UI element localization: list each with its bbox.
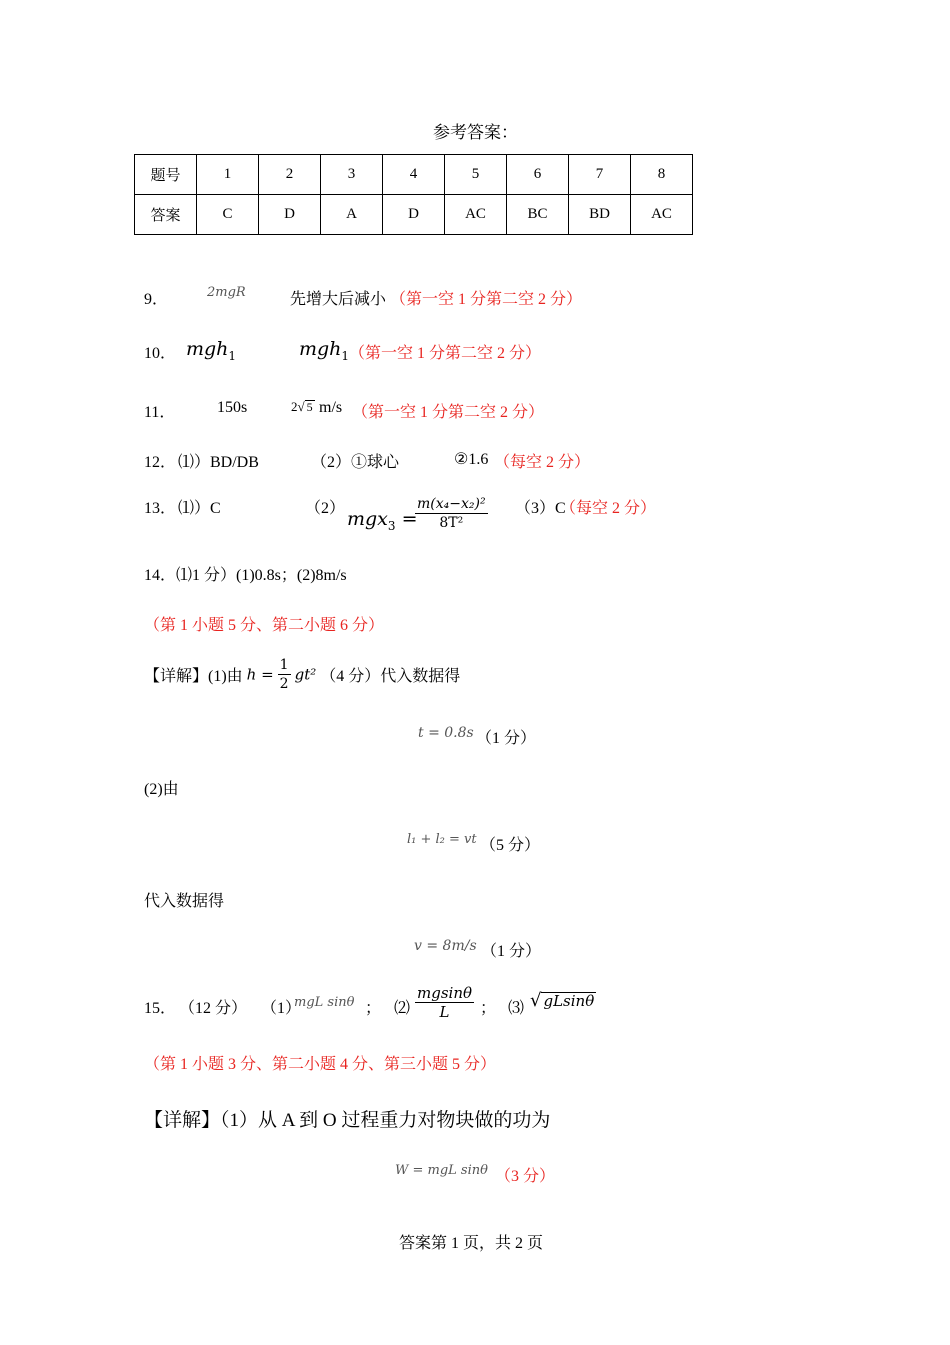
question-header: 14．⑴1 分）(1)0.8s；(2)8m/s	[144, 567, 347, 584]
table-cell: AC	[631, 195, 693, 235]
detail-line: 【详解】(1)由 h = $\frac{1}{2}$ gt² （4 分）代入数据得	[144, 657, 461, 692]
table-cell: 2	[259, 155, 321, 195]
formula: mgh$_1$	[299, 338, 350, 363]
formula: √ gLsinθ	[530, 990, 595, 1011]
detail-line: 代入数据得	[144, 893, 225, 910]
answer-text: ⑴）C	[178, 500, 221, 517]
table-cell: 4	[383, 155, 445, 195]
answer-text: （2）	[305, 500, 346, 517]
score-inline: （1 分）	[476, 730, 537, 747]
separator: ；	[480, 1000, 497, 1017]
table-cell: D	[383, 195, 445, 235]
equation: l₁ + l₂ = vt	[407, 832, 477, 847]
table-cell: BD	[569, 195, 631, 235]
separator: ；	[365, 1000, 382, 1017]
answer-table	[134, 154, 693, 235]
table-cell: D	[259, 195, 321, 235]
detail-line: 【详解】（1）从 A 到 O 过程重力对物块做的功为	[144, 1110, 551, 1131]
answer-text: （2）①球心	[311, 454, 400, 471]
answer-text: ⑵	[394, 1000, 411, 1017]
answer-text: 先增大后减小	[290, 291, 387, 308]
equation: v = 8m/s	[414, 938, 477, 954]
question-number: 11．	[144, 404, 176, 421]
table-cell: 1	[197, 155, 259, 195]
question-number: 9．	[144, 291, 169, 308]
answer-text: （1）	[261, 1000, 302, 1017]
table-cell: 7	[569, 155, 631, 195]
formula-fraction: $\frac{\text{m(x₄−x₂)²}}{\text{8T²}}$	[417, 496, 486, 531]
page-title: 参考答案：	[433, 123, 518, 142]
score-inline: （3 分）	[495, 1168, 556, 1185]
question-number: 10．	[144, 345, 177, 362]
table-row	[135, 195, 693, 235]
table-row	[135, 155, 693, 195]
answer-text: （3）C	[515, 500, 566, 517]
score-note: （第 1 小题 3 分、第二小题 4 分、第三小题 5 分）	[144, 1056, 497, 1073]
answer-text: ⑴）BD/DB	[178, 454, 259, 471]
score-inline: （5 分）	[480, 837, 541, 854]
points: （12 分）	[179, 1000, 248, 1017]
equation: t = 0.8s	[418, 725, 474, 741]
formula-fraction: $\frac{mgsin\theta}{L}$	[417, 984, 473, 1021]
unit: m/s	[319, 399, 343, 416]
formula: mgx$_3$ =	[347, 508, 418, 533]
table-cell: BC	[507, 195, 569, 235]
table-cell: 8	[631, 155, 693, 195]
score-note: （第一空 1 分第二空 2 分）	[349, 345, 542, 362]
question-number: 13．	[144, 500, 177, 517]
answer-text: ②1.6	[454, 451, 489, 468]
table-cell: 3	[321, 155, 383, 195]
score-note: （第 1 小题 5 分、第二小题 6 分）	[144, 617, 385, 634]
table-cell: C	[197, 195, 259, 235]
answer-text: 150s	[217, 399, 248, 416]
question-number: 12．	[144, 454, 177, 471]
table-cell: A	[321, 195, 383, 235]
page-footer: 答案第 1 页，共 2 页	[399, 1235, 544, 1252]
formula: mgh$_1$	[186, 338, 237, 363]
table-cell: 5	[445, 155, 507, 195]
table-cell: 6	[507, 155, 569, 195]
table-header-label: 题号	[135, 155, 197, 195]
formula: 2mgR	[207, 285, 246, 300]
detail-line: (2)由	[144, 781, 179, 798]
table-answer-label: 答案	[135, 195, 197, 235]
question-number: 15．	[144, 1000, 177, 1017]
formula: mgL sinθ	[294, 995, 355, 1010]
answer-text: ⑶	[508, 1000, 525, 1017]
formula: 2√ 5	[291, 399, 313, 414]
equation: W = mgL sinθ	[395, 1163, 488, 1178]
score-note: （第一空 1 分第二空 2 分）	[352, 404, 545, 421]
score-note: （每空 2 分）	[494, 454, 591, 471]
table-cell: AC	[445, 195, 507, 235]
score-note: （每空 2 分）	[560, 500, 657, 517]
score-note: （第一空 1 分第二空 2 分）	[390, 291, 583, 308]
score-inline: （1 分）	[481, 943, 542, 960]
